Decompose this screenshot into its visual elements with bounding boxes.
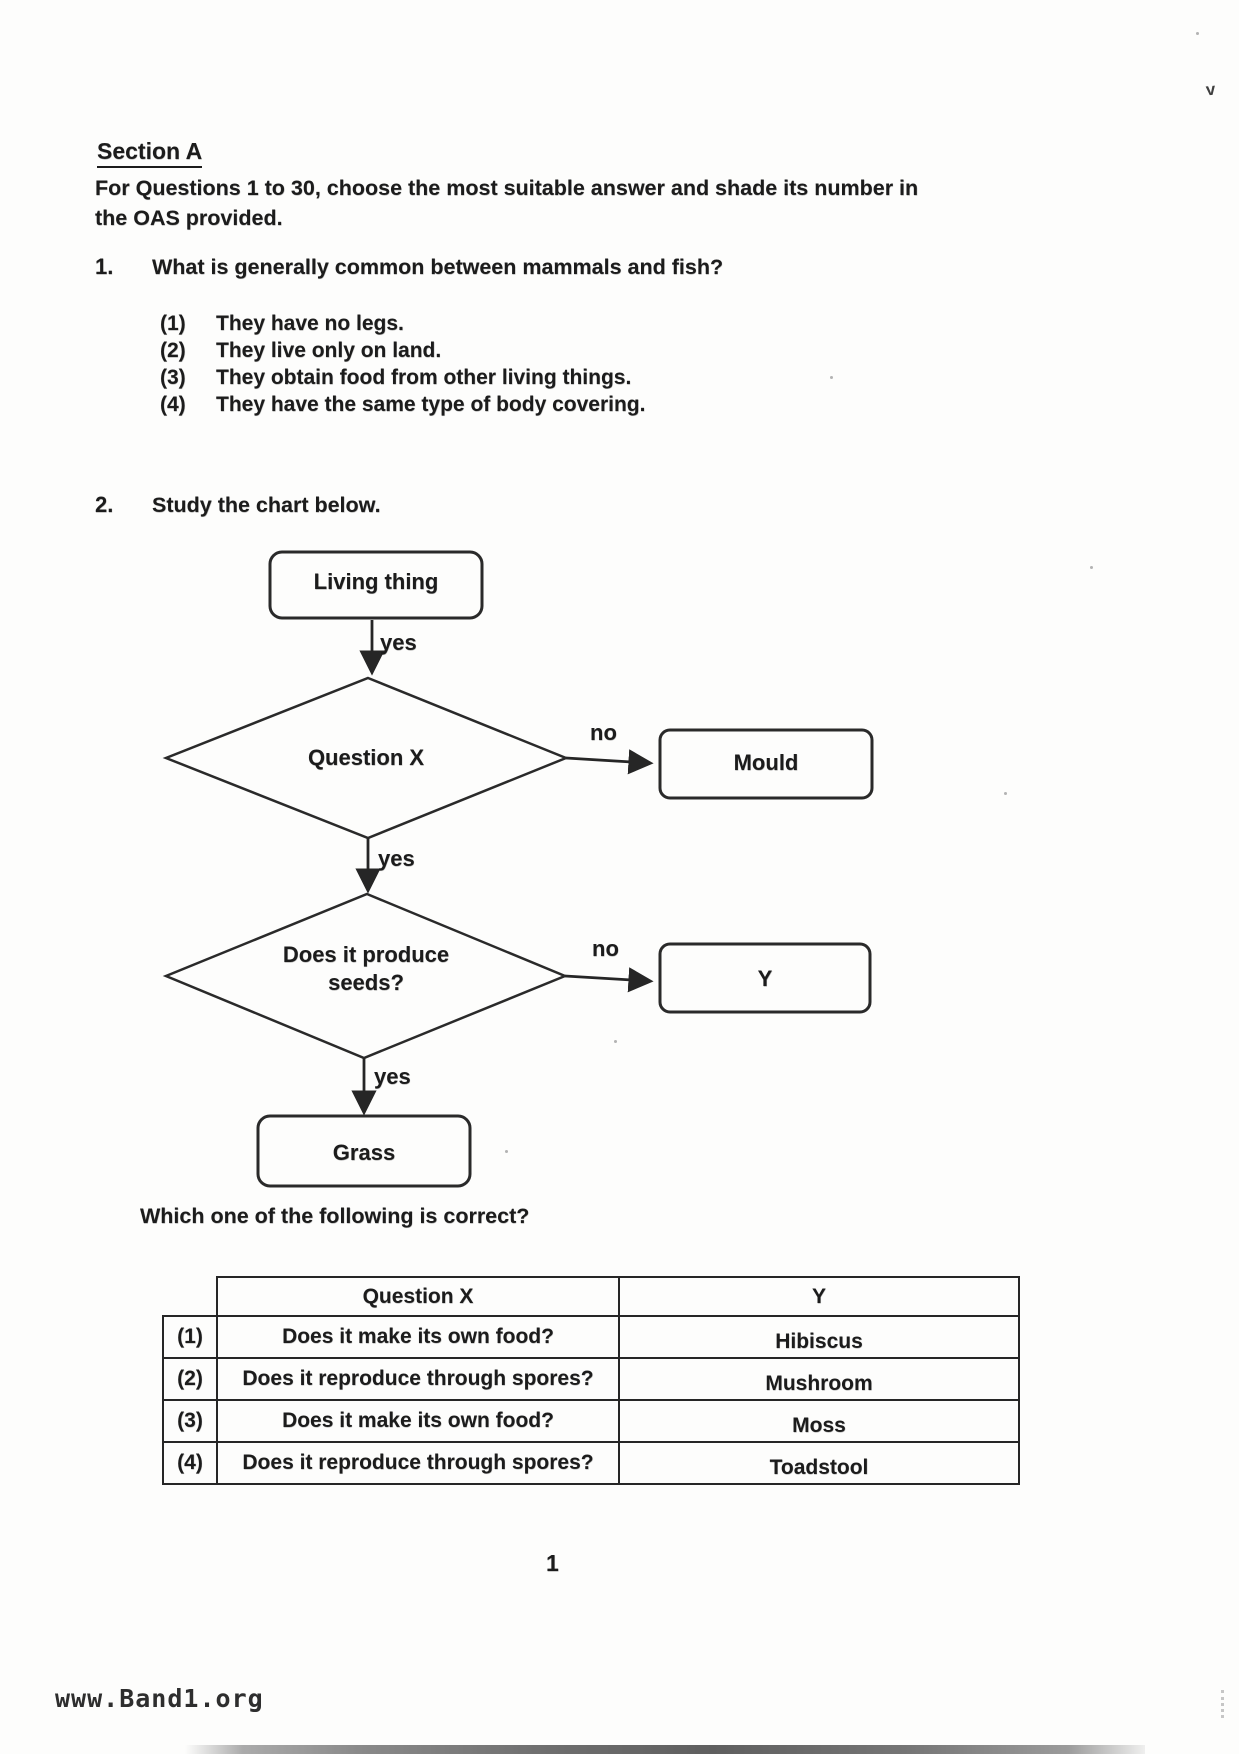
row-y: Mushroom bbox=[619, 1358, 1019, 1400]
table-corner-blank bbox=[163, 1277, 217, 1316]
option-text: They obtain food from other living things. bbox=[216, 366, 632, 389]
scan-speck bbox=[1004, 792, 1007, 795]
mould-box-label: Mould bbox=[733, 750, 799, 775]
option-label: (4) bbox=[160, 393, 186, 416]
table-row bbox=[163, 1400, 1019, 1442]
end-box-label: Grass bbox=[332, 1140, 396, 1165]
decision2-label-line2: seeds? bbox=[328, 970, 404, 995]
intro-text-line2: the OAS provided. bbox=[95, 206, 283, 230]
row-number: (1) bbox=[163, 1316, 217, 1358]
row-y: Toadstool bbox=[619, 1442, 1019, 1484]
option-label: (1) bbox=[160, 312, 186, 335]
row-number: (2) bbox=[163, 1358, 217, 1400]
scan-speck bbox=[614, 1040, 617, 1043]
row-question-x: Does it make its own food? bbox=[217, 1316, 619, 1358]
decision1-label: Question X bbox=[307, 745, 425, 770]
no-label-1: no bbox=[590, 720, 617, 745]
arrow-decision1-no bbox=[566, 758, 648, 763]
scan-edge-bar bbox=[185, 1745, 1145, 1754]
row-question-x: Does it reproduce through spores? bbox=[217, 1442, 619, 1484]
scan-speck bbox=[1196, 32, 1199, 35]
question1-options bbox=[160, 312, 645, 420]
row-number: (4) bbox=[163, 1442, 217, 1484]
row-question-x: Does it make its own food? bbox=[217, 1400, 619, 1442]
header-question-x: Question X bbox=[217, 1277, 619, 1316]
option-text: They live only on land. bbox=[216, 339, 442, 362]
yes-label-2: yes bbox=[378, 846, 415, 871]
header-y: Y bbox=[619, 1277, 1019, 1316]
table-row bbox=[163, 1442, 1019, 1484]
question1-text: What is generally common between mammals and fish? bbox=[152, 255, 724, 279]
scan-speck bbox=[1090, 566, 1093, 569]
corner-pen-mark: v bbox=[1204, 79, 1217, 100]
option-row bbox=[160, 366, 645, 393]
row-number: (3) bbox=[163, 1400, 217, 1442]
question2-text: Study the chart below. bbox=[152, 493, 381, 517]
answer-table bbox=[162, 1276, 1020, 1485]
no-label-2: no bbox=[592, 936, 619, 961]
footer-watermark: www.Band1.org bbox=[55, 1684, 264, 1713]
intro-text-line1: For Questions 1 to 30, choose the most suitable answer and shade its number in bbox=[95, 176, 919, 200]
option-row bbox=[160, 393, 645, 420]
option-text: They have no legs. bbox=[216, 312, 404, 335]
option-label: (3) bbox=[160, 366, 186, 389]
option-text: They have the same type of body covering. bbox=[216, 393, 646, 416]
row-y: Moss bbox=[619, 1400, 1019, 1442]
row-y: Hibiscus bbox=[619, 1316, 1019, 1358]
section-title: Section A bbox=[97, 138, 202, 168]
question1-number: 1. bbox=[95, 254, 114, 279]
scan-edge-dots bbox=[1221, 1690, 1224, 1718]
question2-number: 2. bbox=[95, 492, 114, 517]
option-row bbox=[160, 339, 645, 366]
yes-label-3: yes bbox=[374, 1064, 411, 1089]
question2-sub-question: Which one of the following is correct? bbox=[140, 1204, 530, 1228]
table-row bbox=[163, 1358, 1019, 1400]
page-number: 1 bbox=[546, 1550, 559, 1576]
table-row bbox=[163, 1316, 1019, 1358]
start-box-label: Living thing bbox=[313, 569, 439, 594]
scan-speck bbox=[830, 376, 833, 379]
table-header-row bbox=[163, 1277, 1019, 1316]
option-label: (2) bbox=[160, 339, 186, 362]
yes-label-1: yes bbox=[380, 630, 417, 655]
decision2-label-line1: Does it produce bbox=[282, 942, 450, 967]
scan-speck bbox=[505, 1150, 508, 1153]
arrow-decision2-no bbox=[565, 976, 648, 981]
row-question-x: Does it reproduce through spores? bbox=[217, 1358, 619, 1400]
y-box-label: Y bbox=[757, 966, 773, 991]
option-row bbox=[160, 312, 645, 339]
